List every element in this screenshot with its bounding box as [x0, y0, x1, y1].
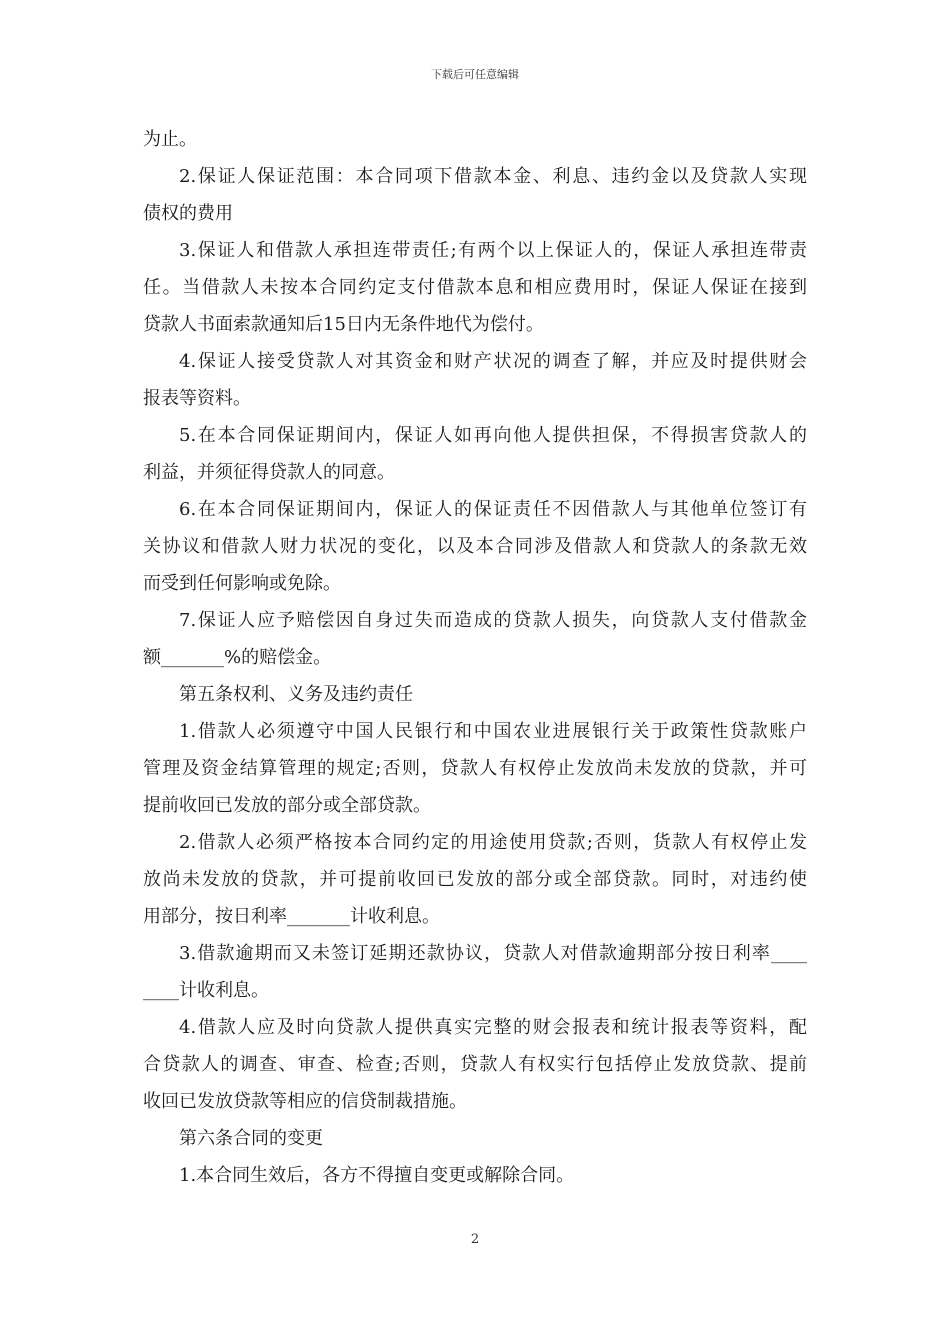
text-line: 2.保证人保证范围：本合同项下借款本金、利息、违约金以及贷款人实现	[179, 166, 807, 187]
text-line: 1.本合同生效后，各方不得擅自变更或解除合同。	[179, 1165, 575, 1186]
text-line: 5.在本合同保证期间内，保证人如再向他人提供担保，不得损害贷款人的	[179, 425, 807, 446]
text-line: 3.借款逾期而又未签订延期还款协议，贷款人对借款逾期部分按日利率____	[179, 943, 807, 964]
text-line: 收回已发放贷款等相应的信贷制裁措施。	[143, 1091, 467, 1112]
text-line: 为止。	[143, 129, 197, 150]
text-line: 贷款人书面索款通知后15日内无条件地代为偿付。	[143, 314, 544, 335]
text-line: 利益，并须征得贷款人的同意。	[143, 462, 395, 483]
text-line: 合贷款人的调查、审查、检查;否则，贷款人有权实行包括停止发放贷款、提前	[143, 1054, 807, 1075]
document-body	[143, 121, 807, 1194]
text-line: 管理及资金结算管理的规定;否则，贷款人有权停止发放尚未发放的贷款，并可	[143, 758, 807, 779]
text-line: 任。当借款人未按本合同约定支付借款本息和相应费用时，保证人保证在接到	[143, 277, 807, 298]
text-line: 报表等资料。	[143, 388, 251, 409]
text-line: 6.在本合同保证期间内，保证人的保证责任不因借款人与其他单位签订有	[179, 499, 807, 520]
text-line: 1.借款人必须遵守中国人民银行和中国农业进展银行关于政策性贷款账户	[179, 721, 807, 742]
text-line: 7.保证人应予赔偿因自身过失而造成的贷款人损失，向贷款人支付借款金	[179, 610, 807, 631]
text-line: 提前收回已发放的部分或全部贷款。	[143, 795, 431, 816]
text-line: 额_______%的赔偿金。	[143, 647, 332, 668]
page-header: 下载后可任意编辑	[431, 68, 519, 81]
text-line: 用部分，按日利率_______计收利息。	[143, 906, 440, 927]
text-line: 第六条合同的变更	[179, 1128, 323, 1149]
text-line: 4.借款人应及时向贷款人提供真实完整的财会报表和统计报表等资料，配	[179, 1017, 807, 1038]
text-line: 关协议和借款人财力状况的变化，以及本合同涉及借款人和贷款人的条款无效	[143, 536, 807, 557]
text-line: 2.借款人必须严格按本合同约定的用途使用贷款;否则，货款人有权停止发	[179, 832, 807, 853]
text-line: 4.保证人接受贷款人对其资金和财产状况的调查了解，并应及时提供财会	[179, 351, 807, 372]
text-line: 3.保证人和借款人承担连带责任;有两个以上保证人的，保证人承担连带责	[179, 240, 807, 261]
text-line: 债权的费用	[143, 203, 233, 224]
text-line: ____计收利息。	[143, 980, 269, 1001]
page-number: 2	[470, 1232, 480, 1247]
text-line: 第五条权利、义务及违约责任	[179, 684, 413, 705]
text-line: 放尚未发放的贷款，并可提前收回已发放的部分或全部贷款。同时，对违约使	[143, 869, 807, 890]
text-line: 而受到任何影响或免除。	[143, 573, 341, 594]
